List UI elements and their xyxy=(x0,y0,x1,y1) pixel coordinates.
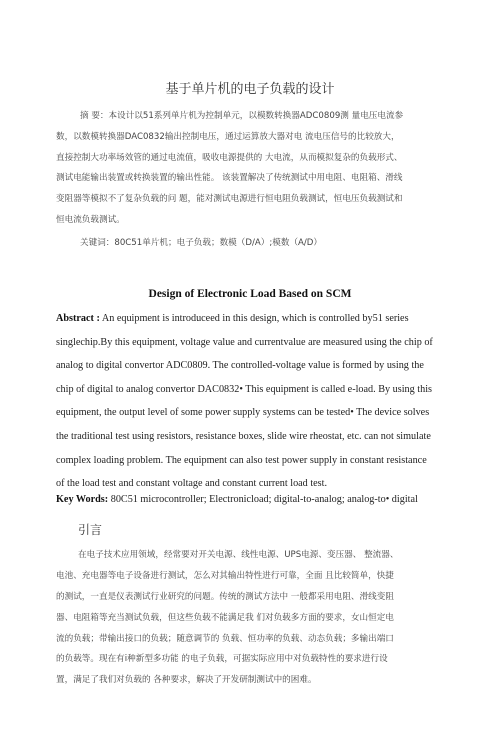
english-abstract-line: complex loading problem. The equipment can also test power supply in constant resistance xyxy=(56,454,427,466)
english-title: Design of Electronic Load Based on SCM xyxy=(148,288,352,300)
introduction-line: 电池、充电器等电子设备进行测试，怎么对其输出特性进行可靠，全面 且比较简单，快捷 xyxy=(56,570,394,581)
english-abstract-line: analog to digital convertor ADC0809. The controlled-voltage value is formed by using the xyxy=(56,360,424,372)
english-abstract-line: equipment, the output level of some power supply systems can be tested• The device solves xyxy=(56,407,430,419)
english-keywords xyxy=(56,494,456,505)
english-abstract-text: An equipment is introduceed in this design, which is controlled by51 series xyxy=(99,313,409,324)
introduction-line: 置，满足了我们对负载的 各种要求，解决了开发研制测试中的困难。 xyxy=(56,675,317,686)
chinese-keywords: 关键词：80C51单片机；电子负载；数模（D/A）;模数（A/D） xyxy=(80,238,323,248)
introduction-paragraph xyxy=(56,545,466,691)
english-abstract-line: singlechip.By this equipment, voltage value and currentvalue are measured using the chip of xyxy=(56,336,433,348)
keywords-label: Key Words: xyxy=(56,494,109,505)
abstract-label: Abstract : xyxy=(56,313,100,324)
chinese-title: 基于单片机的电子负载的设计 xyxy=(165,82,335,97)
chinese-abstract-line: 数，以数模转换器DAC0832输出控制电压，通过运算放大器对电 流电压信号的比较放大， xyxy=(56,131,400,142)
chinese-abstract-line: 恒电流负载测试。 xyxy=(56,214,125,225)
english-abstract-line: chip of digital to analog convertor DAC0832• This equipment is called e-load. By using this xyxy=(56,383,433,395)
introduction-line: 的测试，一直是仪表测试行业研究的问题。传统的测试方法中 一般都采用电阻、滑线变阻 xyxy=(56,591,394,602)
chinese-abstract-line: 直接控制大功率场效管的通过电流值，吸收电源提供的 大电流，从而模拟复杂的负载形式、 xyxy=(56,152,403,163)
english-abstract-line xyxy=(56,307,456,331)
introduction-line: 在电子技术应用领域，经常要对开关电源、线性电源、UPS电源、变压器、 整流器、 xyxy=(78,550,399,560)
english-abstract-line: of the load test and constant voltage and constant current load test. xyxy=(56,478,328,490)
chinese-abstract-line: 摘 要：本设计以51系列单片机为控制单元，以模数转换器ADC0809测 量电压电流参 xyxy=(80,111,404,121)
chinese-abstract-line: 变阻器等模拟不了复杂负载的问 题，能对测试电源进行恒电阻负载测试，恒电压负载测试和 xyxy=(56,194,403,205)
english-abstract-line: the traditional test using resistors, resistance boxes, slide wire rheostat, etc. can not simulate xyxy=(56,430,431,442)
chinese-abstract xyxy=(56,106,466,231)
keywords-text: 80C51 microcontroller; Electronicload; digital-to-analog; analog-to• digital xyxy=(108,494,418,505)
introduction-line: 的负载等。现在有i种新型多功能 的电子负载，可据实际应用中对负载特性的要求进行设 xyxy=(56,654,388,665)
english-abstract xyxy=(56,307,456,496)
chinese-abstract-line: 测试电能输出装置或转换装置的输出性能。 该装置解决了传统测试中用电阻、电阻箱、滑线 xyxy=(56,173,403,184)
introduction-line: 流的负载；带输出接口的负载；随意调节的 负载、恒功率的负载、动态负载；多输出端口 xyxy=(56,633,394,644)
introduction-line: 器、电阻箱等充当测试负载，但这些负载不能满足我 们对负载多方面的要求，女山恒定电 xyxy=(56,612,394,623)
section-heading-introduction: 引言 xyxy=(78,523,103,537)
